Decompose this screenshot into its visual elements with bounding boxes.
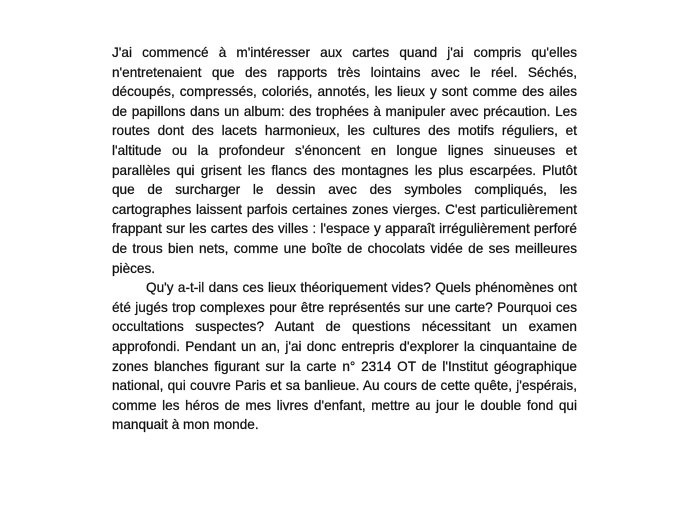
- paragraph-1: J'ai commencé à m'intéresser aux cartes quand j'ai compris qu'elles n'entretenaient que des rapports très lointains avec le réel. Séchés, découpés, compressés, coloriés, annotés, les lieux y sont comme des ailes de papillons dans un album: des trophées à manipuler avec précaution. Les routes dont des lacets harmonieux, les cultures des motifs réguliers, et l'altitude ou la profondeur s'énoncent en longue lignes sinueuses et parallèles qui grisent les flancs des montagnes les plus escarpées. Plutôt que de surcharger le dessin avec des symboles compliqués, les cartographes laissent parfois certaines zones vierges. C'est particulièrement frappant sur les cartes des villes : l'espace y apparaît irrégulièrement perforé de trous bien nets, comme une boîte de chocolats vidée de ses meilleures pièces.: [112, 45, 577, 276]
- body-text: [112, 43, 577, 435]
- paragraph-2: Qu'y a-t-il dans ces lieux théoriquement vides? Quels phénomènes ont été jugés trop complexes pour être représentés sur une carte? Pourquoi ces occultations suspectes? Autant de questions nécessitant un examen approfondi. Pendant un an, j'ai donc entrepris d'explorer la cinquantaine de zones blanches figurant sur la carte n° 2314 OT de l'Institut géographique national, qui couvre Paris et sa banlieue. Au cours de cette quête, j'espérais, comme les héros de mes livres d'enfant, mettre au jour le double fond qui manquait à mon monde.: [112, 280, 577, 433]
